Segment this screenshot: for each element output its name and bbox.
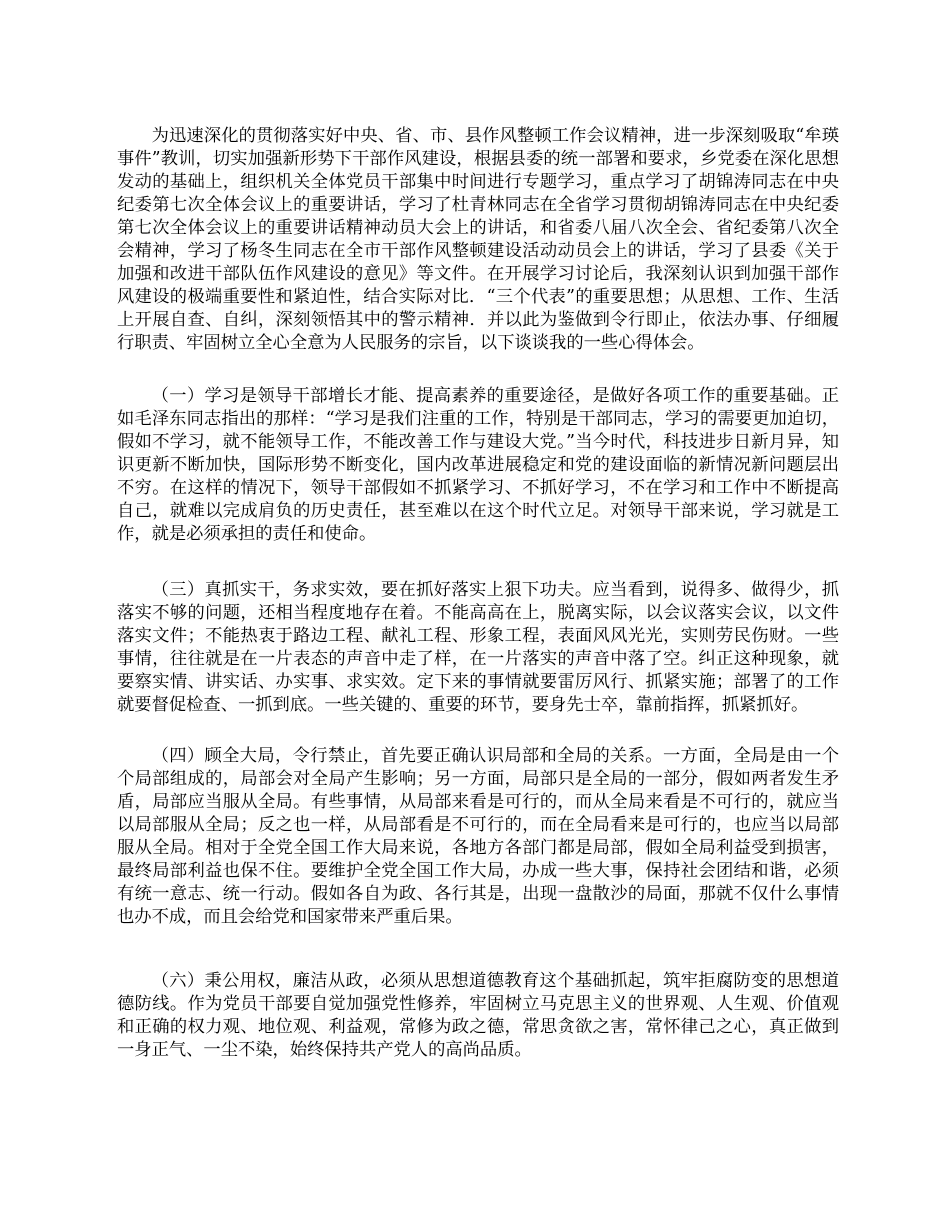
section-one-paragraph: （一）学习是领导干部增长才能、提高素养的重要途径，是做好各项工作的重要基础。正如毛泽东同志指出的那样：“学习是我们注重的工作，特别是干部同志，学习的需要更加迫切，假如不学习，就不能领导工作，不能改善工作与建设大党。”当今时代，科技进步日新月异，知识更新不断加快，国际形势不断变化，国内改革进展稳定和党的建设面临的新情况新问题层出不穷。在这样的情况下，领导干部假如不抓紧学习、不抓好学习，不在学习和工作中不断提高自己，就难以完成肩负的历史责任，甚至难以在这个时代立足。对领导干部来说，学习就是工作，就是必须承担的责任和使命。 [117,386,839,544]
section-four-paragraph: （四）顾全大局，令行禁止，首先要正确认识局部和全局的关系。一方面，全局是由一个个局部组成的，局部会对全局产生影响；另一方面，局部只是全局的一部分，假如两者发生矛盾，局部应当服从全局。有些事情，从局部来看是可行的，而从全局来看是不可行的，就应当以局部服从全局；反之也一样，从局部看是不可行的，而在全局看来是可行的，也应当以局部服从全局。相对于全党全国工作大局来说，各地方各部门都是局部，假如全局利益受到损害，最终局部利益也保不住。要维护全党全国工作大局，办成一些大事，保持社会团结和谐，必须有统一意志、统一行动。假如各自为政、各行其是，出现一盘散沙的局面，那就不仅什么事情也办不成，而且会给党和国家带来严重后果。 [117,746,839,927]
section-three-paragraph: （三）真抓实干，务求实效，要在抓好落实上狠下功夫。应当看到，说得多、做得少，抓落实不够的问题，还相当程度地存在着。不能高高在上，脱离实际，以会议落实会议，以文件落实文件；不能热衷于路边工程、献礼工程、形象工程，表面风风光光，实则劳民伤财。一些事情，往往就是在一片表态的声音中走了样，在一片落实的声音中落了空。纠正这种现象，就要察实情、讲实话、办实事、求实效。定下来的事情就要雷厉风行、抓紧实施；部署了的工作就要督促检查、一抓到底。一些关键的、重要的环节，要身先士卒，靠前指挥，抓紧抓好。 [117,580,839,715]
section-six-paragraph: （六）秉公用权，廉洁从政，必须从思想道德教育这个基础抓起，筑牢拒腐防变的思想道德防线。作为党员干部要自觉加强党性修养，牢固树立马克思主义的世界观、人生观、价值观和正确的权力观、地位观、利益观，常修为政之德，常思贪欲之害，常怀律己之心，真正做到一身正气、一尘不染，始终保持共产党人的高尚品质。 [117,971,839,1060]
intro-paragraph: 为迅速深化的贯彻落实好中央、省、市、县作风整顿工作会议精神，进一步深刻吸取“牟瑛事件”教训，切实加强新形势下干部作风建设，根据县委的统一部署和要求，乡党委在深化思想发动的基础上，组织机关全体党员干部集中时间进行专题学习，重点学习了胡锦涛同志在中央纪委第七次全体会议上的重要讲话，学习了杜青林同志在全省学习贯彻胡锦涛同志在中央纪委第七次全体会议上的重要讲话精神动员大会上的讲话，和省委八届八次全会、省纪委第八次全会精神，学习了杨冬生同志在全市干部作风整顿建设活动动员会上的讲话，学习了县委《关于加强和改进干部队伍作风建设的意见》等文件。在开展学习讨论后，我深刻认识到加强干部作风建设的极端重要性和紧迫性，结合实际对比．“三个代表”的重要思想；从思想、工作、生活上开展自查、自纠，深刻领悟其中的警示精神．并以此为鉴做到令行即止，依法办事、仔细履行职责、牢固树立全心全意为人民服务的宗旨，以下谈谈我的一些心得体会。 [117,126,839,353]
